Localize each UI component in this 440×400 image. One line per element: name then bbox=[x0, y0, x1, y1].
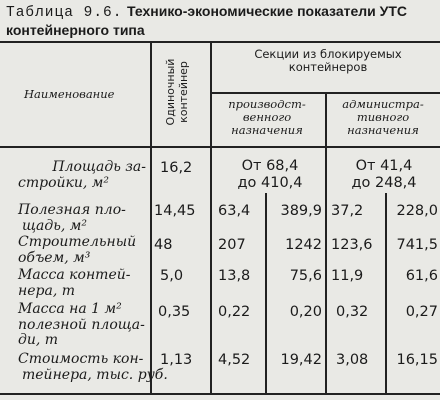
cell-single: 0,35 bbox=[158, 304, 191, 320]
cell-single: 5,0 bbox=[160, 268, 184, 284]
header-name: Наименование bbox=[24, 87, 115, 101]
top-rule bbox=[0, 41, 440, 43]
cell-admin: 3,08 bbox=[336, 352, 369, 368]
row-label: Стоимость кон- тейнера, тыс. руб. bbox=[18, 351, 168, 383]
cell-prod: 63,4 bbox=[218, 203, 251, 219]
row-label: Площадь за- стройки, м² bbox=[18, 159, 146, 191]
table-caption bbox=[6, 3, 436, 40]
cell-admin: 61,6 bbox=[405, 268, 438, 284]
row-label: Масса контей- нера, т bbox=[18, 267, 131, 299]
cell-prod: 0,20 bbox=[289, 304, 322, 320]
table-title-line1: Технико-экономические показатели УТС bbox=[127, 3, 408, 19]
cell-prod: 0,22 bbox=[218, 304, 251, 320]
row-label: Строительный объем, м³ bbox=[18, 234, 137, 266]
cell-admin: 37,2 bbox=[331, 203, 364, 219]
cell-admin-range: От 41,4 до 248,4 bbox=[351, 158, 417, 191]
col-rule-2 bbox=[210, 41, 212, 394]
header-bottom-rule bbox=[0, 146, 440, 148]
table-title-line2: контейнерного типа bbox=[6, 22, 145, 38]
cell-admin: 0,27 bbox=[405, 304, 438, 320]
col-rule-1 bbox=[150, 41, 152, 394]
cell-admin: 16,15 bbox=[396, 352, 438, 368]
table-number: Таблица 9.6. bbox=[6, 5, 123, 21]
cell-prod: 13,8 bbox=[218, 268, 251, 284]
cell-prod: 207 bbox=[218, 237, 246, 253]
bottom-rule bbox=[0, 393, 440, 395]
cell-prod: 75,6 bbox=[289, 268, 322, 284]
header-admin: администра-тивного назначения bbox=[342, 97, 424, 137]
row-label: Масса на 1 м² полезной площа- ди, т bbox=[18, 301, 145, 348]
cell-admin: 123,6 bbox=[331, 237, 373, 253]
col-rule-admin-split bbox=[385, 193, 387, 394]
header-sections: Секции из блокируемых контейнеров bbox=[254, 47, 402, 74]
cell-prod: 389,9 bbox=[280, 203, 322, 219]
header-production: производст-венного назначения bbox=[228, 97, 306, 137]
cell-prod-range: От 68,4 до 410,4 bbox=[237, 158, 303, 191]
cell-admin: 741,5 bbox=[396, 237, 438, 253]
header-single: Одиночный контейнер bbox=[164, 58, 190, 126]
cell-admin: 0,32 bbox=[336, 304, 369, 320]
cell-prod: 19,42 bbox=[280, 352, 322, 368]
cell-single: 14,45 bbox=[154, 203, 196, 219]
row-label: Полезная пло- щадь, м² bbox=[18, 202, 126, 234]
col-rule-3 bbox=[325, 92, 327, 394]
cell-admin: 228,0 bbox=[396, 203, 438, 219]
cell-prod: 1242 bbox=[285, 237, 322, 253]
cell-single: 16,2 bbox=[160, 160, 193, 176]
cell-single: 1,13 bbox=[160, 352, 193, 368]
col-rule-prod-split bbox=[265, 193, 267, 394]
cell-admin: 11,9 bbox=[331, 268, 364, 284]
cell-prod: 4,52 bbox=[218, 352, 251, 368]
cell-single: 48 bbox=[154, 237, 173, 253]
